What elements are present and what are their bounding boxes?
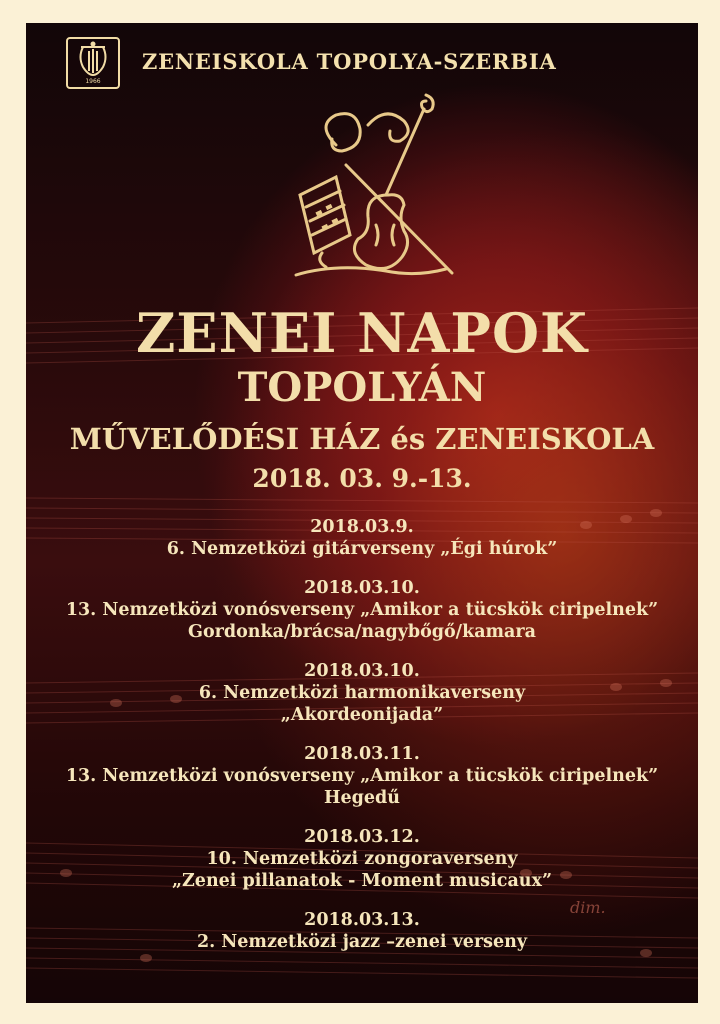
school-logo — [66, 37, 120, 89]
event-description: „Akordeonijada” — [280, 705, 444, 725]
venue: MŰVELŐDÉSI HÁZ és ZENEISKOLA — [69, 422, 655, 456]
festival-title: ZENEI NAPOK — [136, 301, 588, 365]
event-schedule — [26, 516, 698, 970]
instruments-emblem-icon — [276, 85, 456, 285]
event-description: 13. Nemzetközi vonósverseny „Amikor a tücskök ciripelnek” — [65, 766, 659, 786]
event-description: Gordonka/brácsa/nagybőgő/kamara — [188, 622, 536, 642]
event-item — [26, 660, 698, 726]
date-range: 2018. 03. 9.-13. — [252, 464, 472, 493]
event-description: 6. Nemzetközi harmonikaverseny — [198, 683, 526, 703]
school-name: ZENEISKOLA TOPOLYA-SZERBIA — [142, 49, 557, 74]
event-date: 2018.03.13. — [304, 910, 420, 930]
event-item — [26, 909, 698, 953]
event-date: 2018.03.10. — [304, 578, 420, 598]
logo-year: 1966 — [85, 78, 101, 85]
dim-marking: dim. — [570, 898, 606, 917]
event-date: 2018.03.9. — [310, 517, 414, 537]
event-item — [26, 743, 698, 809]
event-item — [26, 577, 698, 643]
event-description: Hegedű — [324, 788, 400, 808]
event-description: 13. Nemzetközi vonósverseny „Amikor a tücskök ciripelnek” — [65, 600, 659, 620]
event-description: „Zenei pillanatok - Moment musicaux” — [171, 871, 553, 891]
event-item — [26, 826, 698, 892]
title-block — [26, 303, 698, 497]
event-item — [26, 516, 698, 560]
event-description: 6. Nemzetközi gitárverseny „Égi húrok” — [166, 539, 558, 559]
event-description: 2. Nemzetközi jazz –zenei verseny — [196, 932, 528, 952]
event-description: 10. Nemzetközi zongoraverseny — [206, 849, 518, 869]
poster — [26, 23, 698, 1003]
festival-location: TOPOLYÁN — [237, 364, 487, 411]
event-date: 2018.03.12. — [304, 827, 420, 847]
event-date: 2018.03.11. — [304, 744, 420, 764]
event-date: 2018.03.10. — [304, 661, 420, 681]
